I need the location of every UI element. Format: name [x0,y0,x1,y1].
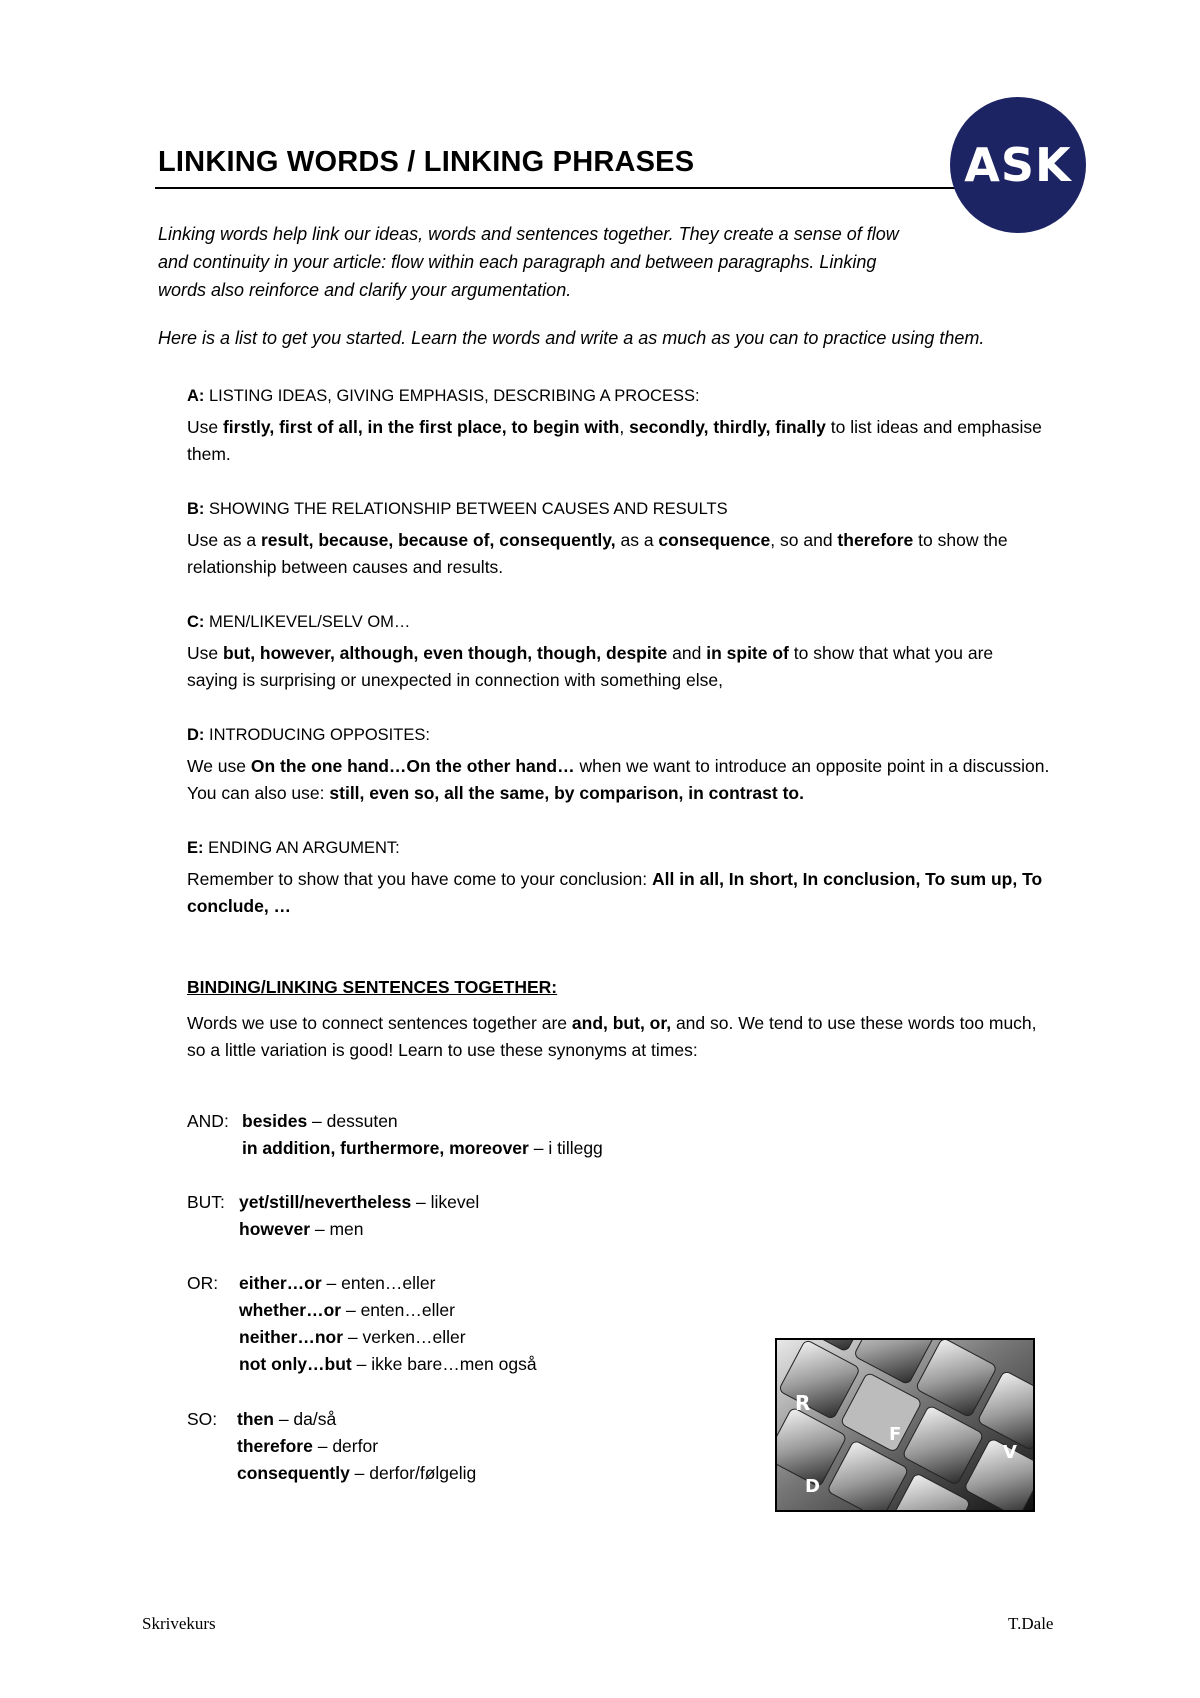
synonym-label: BUT: [187,1192,225,1212]
synonym-row [187,1189,837,1216]
intro-paragraph: Linking words help link our ideas, words and sentences together. They create a sense of flow and continuity in your article: flow within each paragraph and between paragraphs. Linking words also reinforce and clarify your argumentation. [158,224,899,300]
synonym-label: OR: [187,1273,219,1293]
synonym-english: either…or [239,1273,322,1293]
text-span: Use [187,417,223,437]
section-d-body [187,753,1067,807]
bold-span: result, because, because of, consequently, [260,530,616,550]
footer-left: Skrivekurs [142,1614,216,1633]
bold-span: still, even so, all the same, by comparison, in contrast to. [329,783,804,803]
synonym-norwegian: – enten…eller [321,1273,436,1293]
section-e-body [187,866,1067,920]
synonym-english: then [237,1409,274,1429]
section-c-letter: C: [187,613,205,631]
synonym-norwegian: – enten…eller [341,1300,455,1320]
section-a-heading [187,383,1087,410]
section-c-heading [187,609,1047,636]
section-c-body [187,640,1047,694]
binding-heading: BINDING/LINKING SENTENCES TOGETHER: [187,977,558,997]
section-b-title: SHOWING THE RELATIONSHIP BETWEEN CAUSES AND RESULTS [204,500,728,518]
title-underline-divider [155,187,995,189]
synonyms-so [187,1406,837,1487]
bold-span: therefore [837,530,914,550]
intro-instruction: Here is a list to get you started. Learn the words and write a as much as you can to practice using them. [158,328,985,348]
synonym-norwegian: – derfor/følgelig [349,1463,477,1483]
text-span: and [667,643,707,663]
section-b-letter: B: [187,500,205,518]
synonym-norwegian: – derfor [312,1436,379,1456]
synonym-english: therefore [237,1436,313,1456]
text-span: and so. We tend to use these words too much, so a little variation is good! Learn to use these synonyms at times: [187,1013,1037,1060]
section-b-body [187,527,1037,581]
section-b-heading [187,496,1037,523]
synonym-norwegian: – men [310,1219,364,1239]
bold-span: in spite of [706,643,789,663]
synonym-row [187,1108,837,1135]
synonyms-or [187,1270,837,1378]
binding-body [187,1010,1047,1064]
text-span: to show that what you are saying is surprising or unexpected in connection with something else, [187,643,994,690]
bold-span: firstly, first of all, in the first place, to begin with [222,417,620,437]
section-d [187,722,1067,807]
synonym-norwegian: – i tillegg [528,1138,603,1158]
synonyms-and [187,1108,837,1162]
synonym-english: however [239,1219,310,1239]
synonym-label: SO: [187,1409,218,1429]
synonym-row [187,1324,837,1351]
section-a-body [187,414,1087,468]
section-c-title: MEN/LIKEVEL/SELV OM… [204,613,411,631]
section-e-heading [187,835,1067,862]
bold-span: but, however, although, even though, though, despite [222,643,668,663]
text-span: Remember to show that you have come to your conclusion: [187,869,652,889]
synonym-row [187,1270,837,1297]
synonym-english: yet/still/nevertheless [239,1192,412,1212]
section-e [187,835,1067,920]
text-span: as a [615,530,659,550]
text-span: to show the relationship between causes and results. [187,530,1008,577]
text-span: Use as a [187,530,261,550]
section-d-title: INTRODUCING OPPOSITES: [204,726,430,744]
section-d-heading [187,722,1067,749]
synonym-english: besides [242,1111,308,1131]
synonym-row [187,1135,837,1162]
synonym-label: AND: [187,1111,229,1131]
section-e-letter: E: [187,839,204,857]
text-span: to list ideas and emphasise them. [187,417,1042,464]
synonym-english: in addition, furthermore, moreover [242,1138,529,1158]
bold-span: secondly, thirdly, finally [629,417,826,437]
logo-text: ASK [964,138,1072,192]
key-label-r: R [795,1391,811,1415]
section-e-title: ENDING AN ARGUMENT: [203,839,400,857]
synonym-english: neither…nor [239,1327,344,1347]
synonym-norwegian: – ikke bare…men også [351,1354,537,1374]
synonyms-but [187,1189,837,1243]
footer-right: T.Dale [1008,1614,1054,1633]
bold-span: and, but, or, [571,1013,672,1033]
synonym-english: consequently [237,1463,350,1483]
section-d-letter: D: [187,726,205,744]
synonym-norwegian: – likevel [411,1192,480,1212]
text-span: Use [187,643,223,663]
synonym-norwegian: – dessuten [307,1111,398,1131]
text-span: We use [187,756,251,776]
keyboard-image [777,1340,1033,1510]
text-span: when we want to introduce an opposite point in a discussion. You can also use: [187,756,1050,803]
bold-span: On the one hand…On the other hand… [250,756,575,776]
section-b [187,496,1037,581]
synonym-row [187,1297,837,1324]
bold-span: All in all, In short, In conclusion, To sum up, To conclude, … [187,869,1043,916]
text-span: Words we use to connect sentences together are [187,1013,572,1033]
synonym-english: whether…or [239,1300,342,1320]
synonym-norwegian: – da/så [273,1409,337,1429]
page-title: LINKING WORDS / LINKING PHRASES [158,146,695,178]
section-c [187,609,1047,694]
synonym-norwegian: – verken…eller [343,1327,466,1347]
ask-logo [950,97,1086,233]
text-span: , [619,417,630,437]
key-label-v: V [1003,1442,1017,1463]
synonym-row [187,1406,837,1433]
key-label-f: F [889,1424,902,1445]
text-span: , so and [770,530,838,550]
synonym-row [187,1351,837,1378]
section-a [187,383,1087,468]
section-a-letter: A: [187,387,205,405]
keyboard-photo [775,1338,1035,1512]
key-label-d: D [805,1476,820,1497]
section-a-title: LISTING IDEAS, GIVING EMPHASIS, DESCRIBING A PROCESS: [204,387,700,405]
synonym-row [187,1433,837,1460]
synonym-row [187,1216,837,1243]
bold-span: consequence [658,530,771,550]
synonym-english: not only…but [239,1354,352,1374]
synonym-row [187,1460,837,1487]
